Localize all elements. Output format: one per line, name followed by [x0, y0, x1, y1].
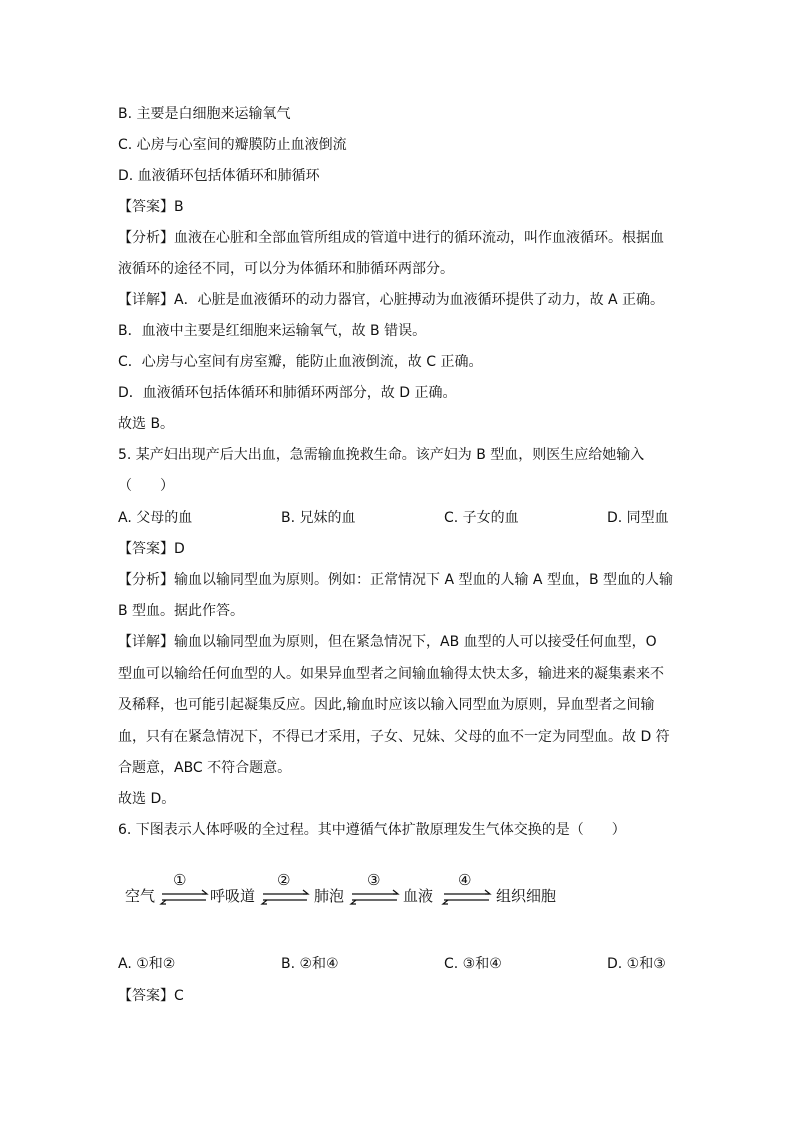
node-alveoli: 肺泡 — [314, 887, 345, 905]
q5-detail-line-1: 【详解】输血以输同型血为原则，但在紧急情况下，AB 血型的人可以接受任何血型，O — [118, 634, 657, 650]
node-blood: 血液 — [403, 887, 434, 905]
prev-option-b: B. 主要是白细胞来运输氧气 — [118, 106, 291, 122]
prev-option-d: D. 血液循环包括体循环和肺循环 — [118, 168, 320, 184]
q6-option-c: C. ③和④ — [444, 956, 502, 972]
q5-analysis-line-2: B 型血。据此作答。 — [118, 603, 245, 619]
q5-option-d: D. 同型血 — [607, 510, 669, 526]
q4-analysis-line-2: 液循环的途径不同，可以分为体循环和肺循环两部分。 — [118, 261, 454, 277]
q5-detail-line-5: 合题意，ABC 不符合题意。 — [118, 760, 292, 776]
step-4-label: ④ — [458, 871, 472, 889]
step-2-label: ② — [277, 871, 291, 889]
exchange-arrow-3 — [351, 890, 398, 904]
respiration-process-diagram — [118, 868, 598, 918]
q5-option-b: B. 兄妹的血 — [281, 510, 356, 526]
q5-detail-line-3: 及稀释，也可能引起凝集反应。因此,输血时应该以输入同型血为原则，异血型者之间输 — [118, 697, 655, 713]
q5-stem: 5. 某产妇出现产后大出血，急需输血挽救生命。该产妇为 B 型血，则医生应给她输入 — [118, 447, 645, 463]
q5-detail-line-2: 型血可以输给任何血型的人。如果异血型者之间输血输得太快太多，输进来的凝集素来不 — [118, 666, 664, 682]
node-tissue-cells: 组织细胞 — [496, 887, 557, 905]
q6-answer: 【答案】C — [118, 988, 184, 1004]
q5-paren: （ ） — [118, 478, 174, 494]
q5-answer: 【答案】D — [118, 541, 185, 557]
q6-option-d: D. ①和③ — [607, 956, 666, 972]
q4-detail-line-4: D．血液循环包括体循环和肺循环两部分，故 D 正确。 — [118, 385, 457, 401]
q5-option-c: C. 子女的血 — [444, 510, 519, 526]
exchange-arrow-1 — [161, 890, 207, 904]
q5-detail-line-4: 血，只有在紧急情况下，不得已才采用，子女、兄妹、父母的血不一定为同型血。故 D 符 — [118, 729, 670, 745]
q6-option-a: A. ①和② — [118, 956, 176, 972]
q4-detail-line-2: B．血液中主要是红细胞来运输氧气，故 B 错误。 — [118, 323, 427, 339]
q6-stem: 6. 下图表示人体呼吸的全过程。其中遵循气体扩散原理发生气体交换的是（ ） — [118, 822, 626, 838]
q4-detail-line-3: C．心房与心室间有房室瓣，能防止血液倒流，故 C 正确。 — [118, 354, 483, 370]
q5-option-a: A. 父母的血 — [118, 510, 193, 526]
q5-analysis-line-1: 【分析】输血以输同型血为原则。例如：正常情况下 A 型血的人输 A 型血，B 型血的人输 — [118, 572, 674, 588]
q6-option-b: B. ②和④ — [281, 956, 339, 972]
step-3-label: ③ — [367, 871, 381, 889]
q5-conclusion: 故选 D。 — [118, 791, 176, 807]
q4-answer: 【答案】B — [118, 199, 184, 215]
exchange-arrow-2 — [262, 890, 308, 904]
step-1-label: ① — [173, 871, 187, 889]
q4-conclusion: 故选 B。 — [118, 416, 175, 432]
node-respiratory-tract: 呼吸道 — [210, 887, 256, 905]
exchange-arrow-4 — [443, 890, 490, 904]
prev-option-c: C. 心房与心室间的瓣膜防止血液倒流 — [118, 137, 347, 153]
q4-detail-line-1: 【详解】A．心脏是血液循环的动力器官，心脏搏动为血液循环提供了动力，故 A 正确。 — [118, 292, 665, 308]
node-air: 空气 — [125, 887, 156, 905]
q4-analysis-line-1: 【分析】血液在心脏和全部血管所组成的管道中进行的循环流动，叫作血液循环。根据血 — [118, 230, 664, 246]
